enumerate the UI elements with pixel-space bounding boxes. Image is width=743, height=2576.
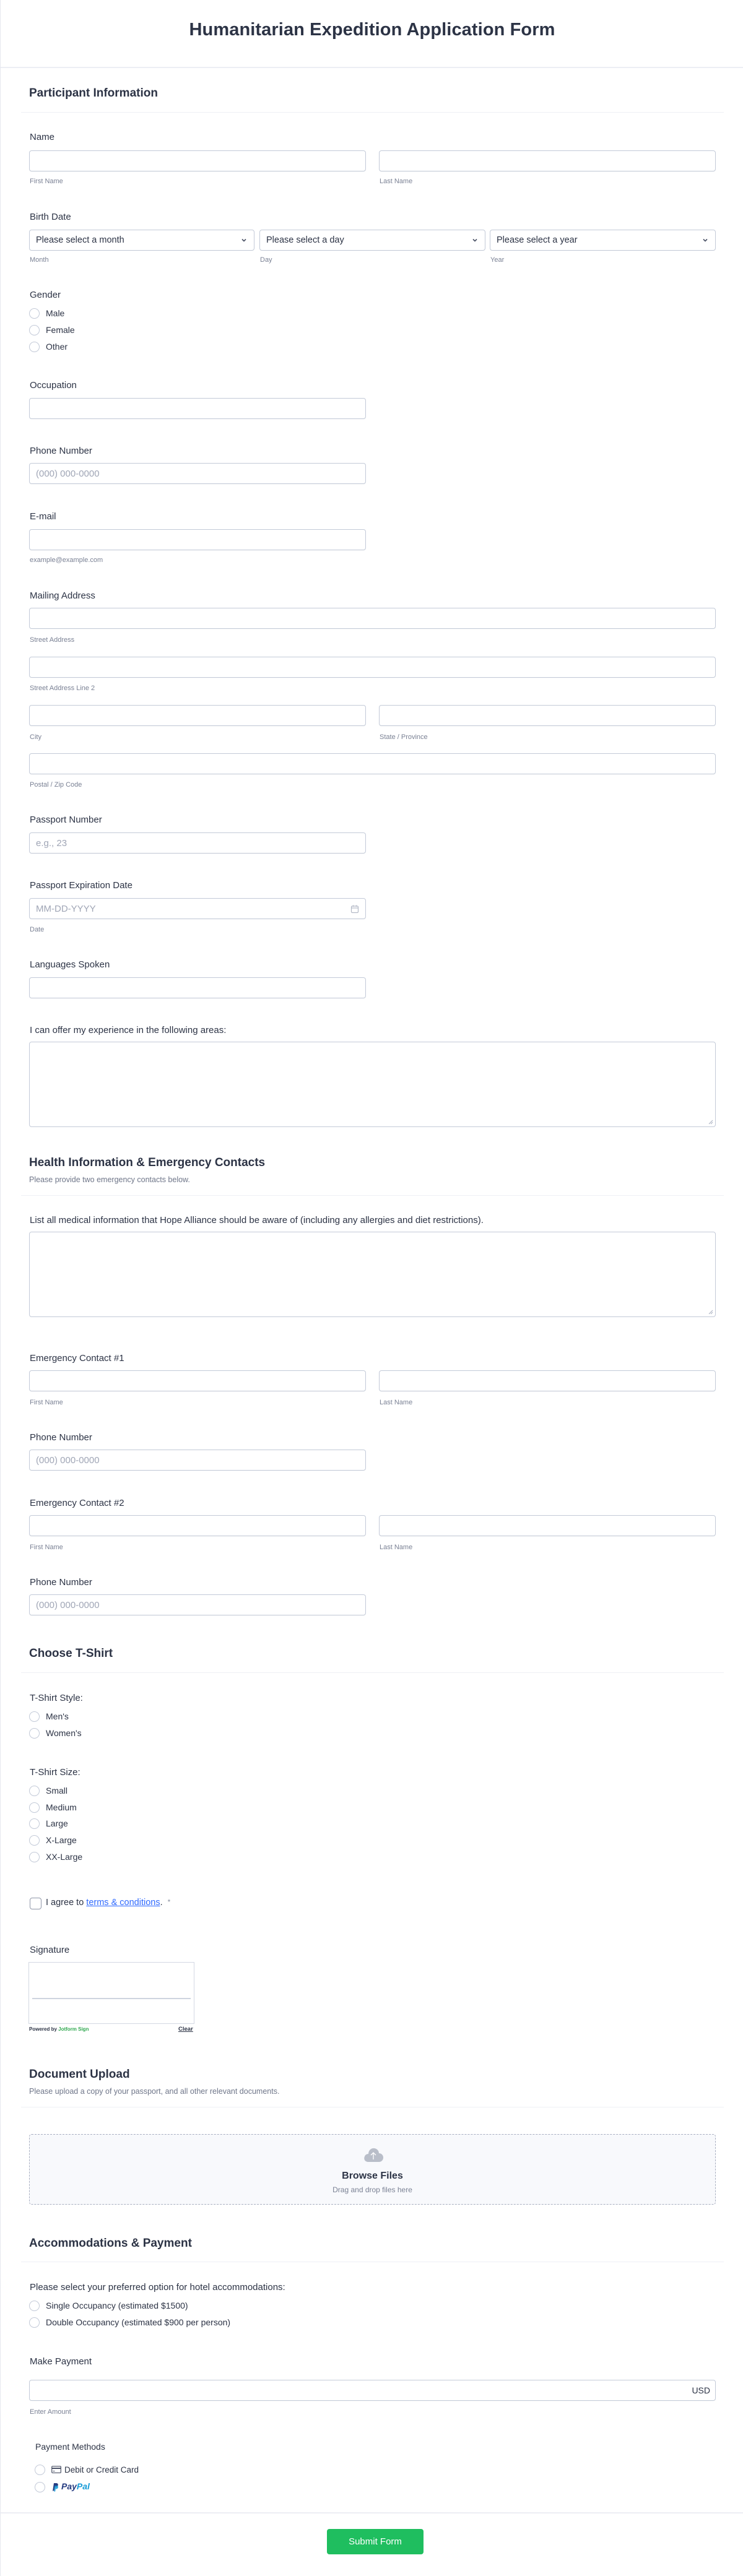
occupation-input[interactable] <box>29 398 366 419</box>
section-title-tshirt: Choose T-Shirt <box>29 1647 113 1660</box>
postal-code-sublabel: Postal / Zip Code <box>30 781 82 789</box>
make-payment-label: Make Payment <box>30 2356 92 2367</box>
accommodation-label: Please select your preferred option for hotel accommodations: <box>30 2282 285 2293</box>
passport-number-label: Passport Number <box>30 815 102 825</box>
signature-label: Signature <box>30 1945 70 1955</box>
tshirt-style-womens[interactable]: Women's <box>29 1727 82 1739</box>
passport-expiration-label: Passport Expiration Date <box>30 880 133 891</box>
resize-handle-icon[interactable] <box>708 1310 713 1315</box>
medical-label: List all medical information that Hope Alliance should be aware of (including any allergies and diet restrictions). <box>30 1215 484 1225</box>
email-input[interactable] <box>29 529 366 550</box>
radio-button[interactable] <box>29 1728 40 1739</box>
footer-divider <box>1 2512 743 2513</box>
chevron-down-icon <box>471 236 479 244</box>
chevron-down-icon <box>702 236 709 244</box>
first-name-sublabel: First Name <box>30 178 63 185</box>
signature-pad[interactable] <box>28 1962 194 2024</box>
required-asterisk: * <box>167 1898 171 1906</box>
birth-day-select[interactable] <box>259 230 485 251</box>
postal-code-input[interactable] <box>29 753 716 774</box>
experience-textarea[interactable] <box>29 1042 716 1127</box>
passport-number-input[interactable] <box>29 832 366 854</box>
tshirt-size-xxlarge[interactable]: XX-Large <box>29 1851 82 1862</box>
languages-input[interactable] <box>29 977 366 998</box>
terms-label: I agree to terms & conditions. * <box>46 1898 171 1908</box>
tshirt-style-label: T-Shirt Style: <box>30 1693 83 1703</box>
payment-method-paypal[interactable] <box>35 2481 90 2492</box>
phone-placeholder: (000) 000-0000 <box>36 468 100 479</box>
occupation-label: Occupation <box>30 380 77 391</box>
birth-year-select[interactable] <box>490 230 716 251</box>
accommodation-double[interactable]: Double Occupancy (estimated $900 per person) <box>29 2317 230 2328</box>
tshirt-size-xlarge[interactable]: X-Large <box>29 1835 77 1846</box>
first-name-sublabel: First Name <box>30 1399 63 1406</box>
paypal-wordmark: PayPal <box>61 2481 90 2491</box>
tshirt-size-label: T-Shirt Size: <box>30 1767 80 1778</box>
card-label: Debit or Credit Card <box>64 2465 139 2474</box>
medical-textarea[interactable] <box>29 1232 716 1317</box>
radio-button[interactable] <box>29 2301 40 2311</box>
tshirt-size-large[interactable]: Large <box>29 1818 68 1829</box>
passport-expiration-placeholder: MM-DD-YYYY <box>36 903 96 914</box>
passport-number-placeholder: e.g., 23 <box>36 837 67 849</box>
city-input[interactable] <box>29 705 366 726</box>
street-address-input[interactable] <box>29 608 716 629</box>
gender-option-other[interactable]: Other <box>29 341 67 352</box>
mailing-address-label: Mailing Address <box>30 590 95 601</box>
radio-button[interactable] <box>29 1711 40 1722</box>
payment-amount-input[interactable] <box>29 2380 716 2401</box>
powered-by: Powered by Jotform Sign <box>29 2026 89 2032</box>
phone-input[interactable] <box>29 463 366 484</box>
jotform-sign-brand: Jotform Sign <box>58 2026 89 2032</box>
email-label: E-mail <box>30 511 56 522</box>
section-divider <box>21 112 724 113</box>
gender-option-male[interactable]: Male <box>29 308 64 319</box>
state-input[interactable] <box>379 705 716 726</box>
phone-placeholder: (000) 000-0000 <box>36 1454 100 1466</box>
street-address-line2-sublabel: Street Address Line 2 <box>30 685 95 692</box>
last-name-input[interactable] <box>379 150 716 171</box>
emergency-contact-2-label: Emergency Contact #2 <box>30 1498 124 1508</box>
birth-month-value: Please select a month <box>36 235 124 245</box>
cloud-upload-icon <box>363 2147 384 2163</box>
experience-label: I can offer my experience in the following areas: <box>30 1025 227 1035</box>
tshirt-size-medium[interactable]: Medium <box>29 1802 77 1813</box>
accommodation-single[interactable]: Single Occupancy (estimated $1500) <box>29 2300 188 2311</box>
emergency-contact-1-last-name-input[interactable] <box>379 1370 716 1391</box>
state-sublabel: State / Province <box>380 733 428 741</box>
birth-day-value: Please select a day <box>266 235 344 245</box>
section-title-health: Health Information & Emergency Contacts <box>29 1156 266 1169</box>
emergency-contact-2-first-name-input[interactable] <box>29 1515 366 1536</box>
emergency-phone-2-input[interactable] <box>29 1594 366 1615</box>
header-divider <box>1 67 743 68</box>
radio-button[interactable] <box>29 2317 40 2328</box>
signature-clear-button[interactable]: Clear <box>178 2026 193 2033</box>
street-address-sublabel: Street Address <box>30 636 75 644</box>
gender-label: Gender <box>30 290 61 300</box>
year-sublabel: Year <box>490 256 505 264</box>
section-subtitle-health: Please provide two emergency contacts below. <box>29 1175 190 1184</box>
drag-drop-hint: Drag and drop files here <box>332 2185 412 2194</box>
tshirt-size-small[interactable]: Small <box>29 1785 67 1796</box>
month-sublabel: Month <box>30 256 49 264</box>
submit-button[interactable]: Submit Form <box>327 2529 424 2554</box>
emergency-contact-1-first-name-input[interactable] <box>29 1370 366 1391</box>
radio-button[interactable] <box>29 1818 40 1829</box>
payment-methods-label: Payment Methods <box>35 2442 105 2452</box>
credit-card-icon <box>51 2466 61 2473</box>
languages-label: Languages Spoken <box>30 959 110 970</box>
paypal-icon <box>51 2483 59 2492</box>
passport-expiration-sublabel: Date <box>30 926 45 933</box>
section-title-documents: Document Upload <box>29 2068 130 2081</box>
radio-button[interactable] <box>35 2465 45 2475</box>
payment-method-card[interactable] <box>35 2464 139 2475</box>
city-sublabel: City <box>30 733 41 741</box>
birth-month-select[interactable] <box>29 230 254 251</box>
phone-label: Phone Number <box>30 446 92 456</box>
radio-button[interactable] <box>29 1802 40 1813</box>
signature-baseline <box>32 1998 191 1999</box>
chevron-down-icon <box>240 236 248 244</box>
gender-option-female[interactable]: Female <box>29 324 75 335</box>
first-name-sublabel: First Name <box>30 1544 63 1551</box>
radio-button[interactable] <box>29 1786 40 1796</box>
terms-checkbox[interactable] <box>30 1898 41 1909</box>
birth-year-value: Please select a year <box>497 235 578 245</box>
street-address-line2-input[interactable] <box>29 657 716 678</box>
radio-button[interactable] <box>35 2482 45 2492</box>
radio-button[interactable] <box>29 1852 40 1862</box>
form-title: Humanitarian Expedition Application Form <box>189 20 555 40</box>
email-sublabel: example@example.com <box>30 556 103 564</box>
tshirt-style-mens[interactable]: Men's <box>29 1711 69 1722</box>
section-title-participant: Participant Information <box>29 87 158 100</box>
enter-amount-sublabel: Enter Amount <box>30 2408 71 2416</box>
radio-button[interactable] <box>29 342 40 352</box>
emergency-contact-1-label: Emergency Contact #1 <box>30 1353 124 1364</box>
section-divider <box>21 1672 724 1673</box>
emergency-phone-1-label: Phone Number <box>30 1432 92 1443</box>
passport-expiration-input[interactable] <box>29 898 366 919</box>
last-name-sublabel: Last Name <box>380 1544 413 1551</box>
browse-files-label[interactable]: Browse Files <box>342 2171 403 2181</box>
radio-button[interactable] <box>29 1835 40 1846</box>
section-subtitle-documents: Please upload a copy of your passport, and all other relevant documents. <box>29 2087 280 2096</box>
emergency-contact-2-last-name-input[interactable] <box>379 1515 716 1536</box>
currency-label: USD <box>692 2385 710 2395</box>
emergency-phone-1-input[interactable] <box>29 1450 366 1471</box>
section-divider <box>21 1195 724 1196</box>
file-upload-dropzone[interactable] <box>29 2134 716 2205</box>
section-title-payment: Accommodations & Payment <box>29 2237 192 2250</box>
last-name-sublabel: Last Name <box>380 178 413 185</box>
day-sublabel: Day <box>260 256 272 264</box>
phone-placeholder: (000) 000-0000 <box>36 1599 100 1610</box>
resize-handle-icon[interactable] <box>708 1120 713 1125</box>
terms-link[interactable]: terms & conditions <box>86 1898 160 1908</box>
radio-button[interactable] <box>29 325 40 335</box>
birth-date-label: Birth Date <box>30 212 71 222</box>
last-name-sublabel: Last Name <box>380 1399 413 1406</box>
first-name-input[interactable] <box>29 150 366 171</box>
name-label: Name <box>30 132 55 142</box>
emergency-phone-2-label: Phone Number <box>30 1577 92 1588</box>
calendar-icon[interactable] <box>350 904 359 914</box>
radio-button[interactable] <box>29 308 40 319</box>
